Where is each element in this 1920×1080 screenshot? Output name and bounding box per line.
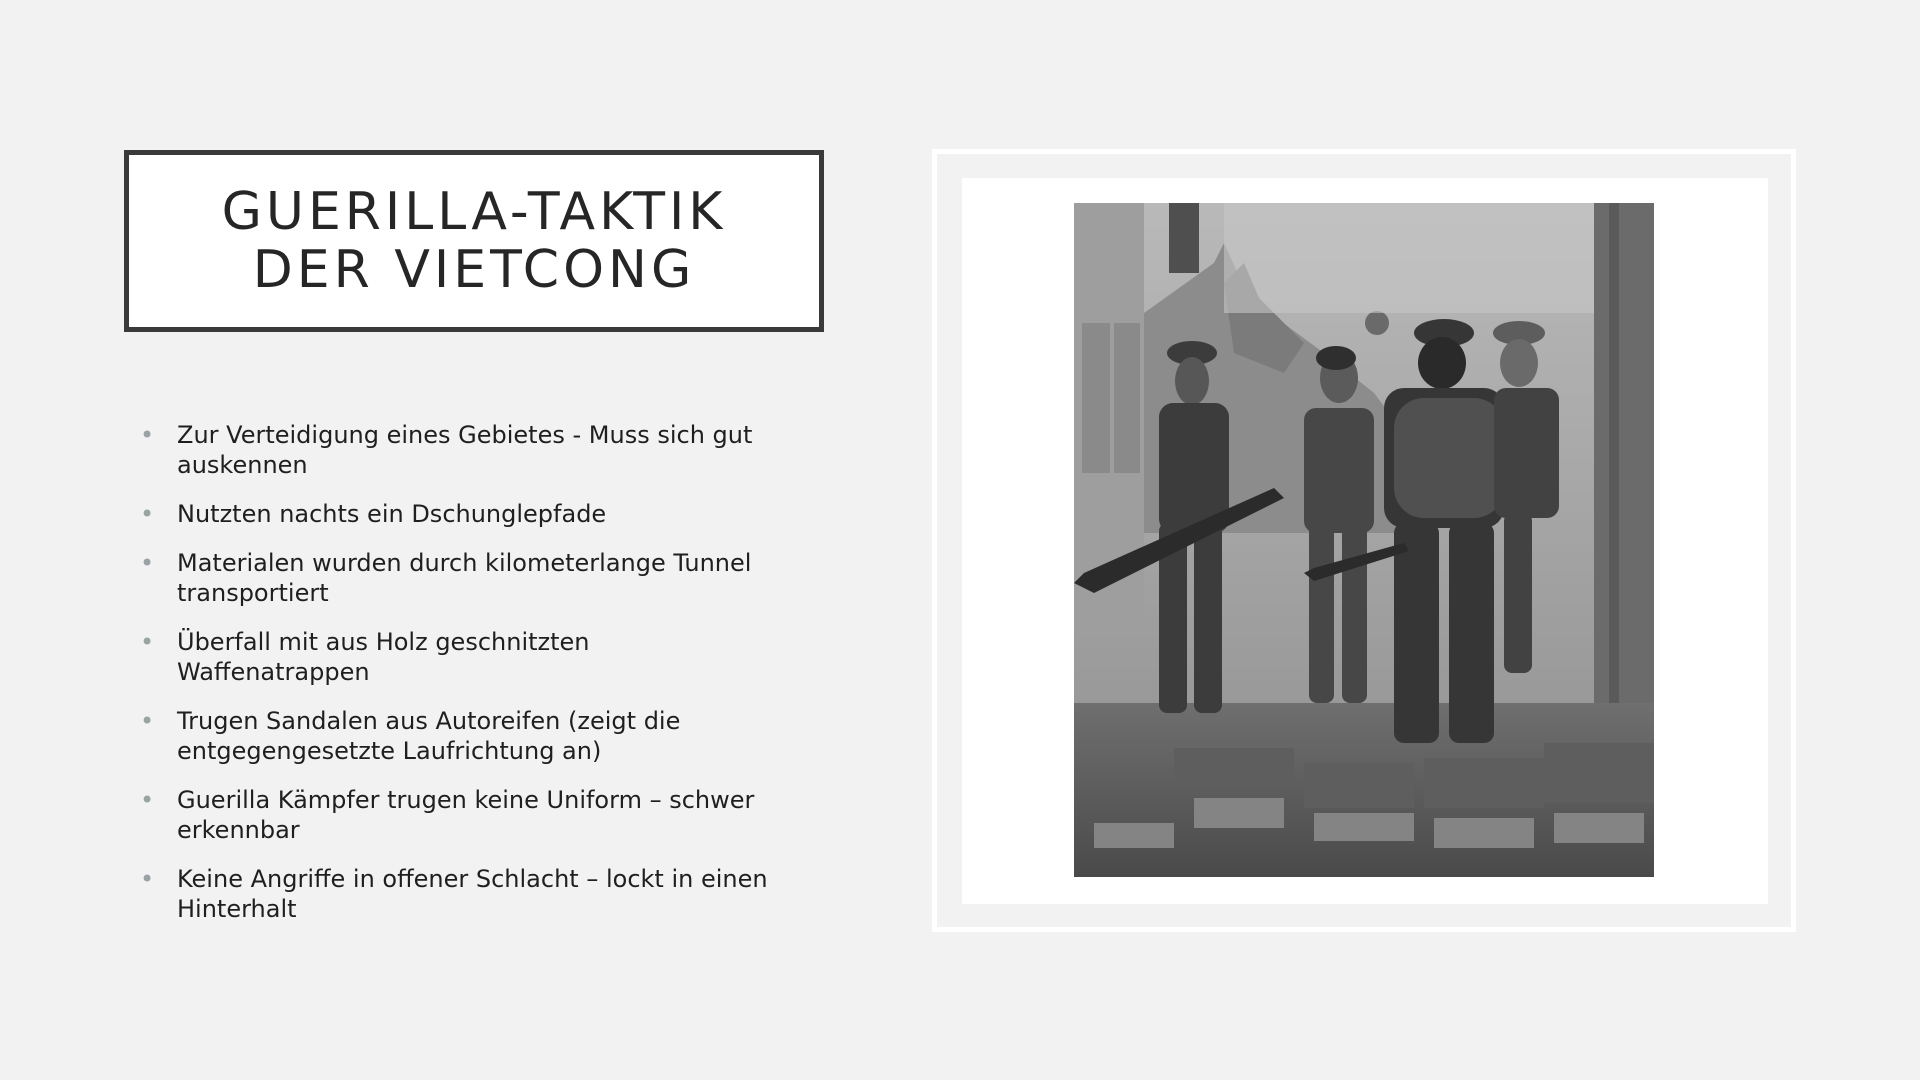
bullet-item	[140, 706, 780, 766]
bullet-item	[140, 627, 780, 687]
bullet-text-line-2: auskennen	[177, 451, 308, 479]
title-line-2: DER VIETCONG	[252, 240, 696, 300]
bullet-icon: •	[140, 865, 155, 893]
bullet-text-line-1: Nutzten nachts ein Dschunglepfade	[177, 500, 607, 528]
bullet-text-line-1: Überfall mit aus Holz geschnitzten Waffenatrappen	[177, 628, 590, 686]
bullet-text-line-1: Trugen Sandalen aus Autoreifen (zeigt die	[177, 707, 681, 735]
bullet-icon: •	[140, 421, 155, 449]
bullet-item	[140, 785, 780, 845]
bullet-text-line-1: Materialen wurden durch kilometerlange Tunnel	[177, 549, 752, 577]
bullet-icon: •	[140, 500, 155, 528]
bullet-text-line-2: Hinterhalt	[177, 895, 297, 923]
bullet-icon: •	[140, 786, 155, 814]
title-line-1: GUERILLA-TAKTIK	[221, 182, 727, 242]
photo-soldiers-group	[1074, 203, 1654, 877]
bullet-text-line-1: Keine Angriffe in offener Schlacht – lockt in einen	[177, 865, 768, 893]
bullet-icon: •	[140, 549, 155, 577]
bullet-text-line-1: Zur Verteidigung eines Gebietes - Muss sich gut	[177, 421, 753, 449]
bullet-icon: •	[140, 628, 155, 656]
bullet-icon: •	[140, 707, 155, 735]
bullet-item	[140, 548, 780, 608]
bullet-text-line-2: transportiert	[177, 579, 329, 607]
bullet-text-line-2: entgegengesetzte Laufrichtung an)	[177, 737, 602, 765]
title-box	[124, 150, 824, 332]
bullet-item	[140, 864, 780, 924]
bullet-text-line-1: Guerilla Kämpfer trugen keine Uniform – schwer	[177, 786, 755, 814]
bullet-item	[140, 420, 780, 480]
bullet-item	[140, 499, 780, 529]
bullet-text-line-2: erkennbar	[177, 816, 300, 844]
bullet-list	[140, 420, 780, 943]
